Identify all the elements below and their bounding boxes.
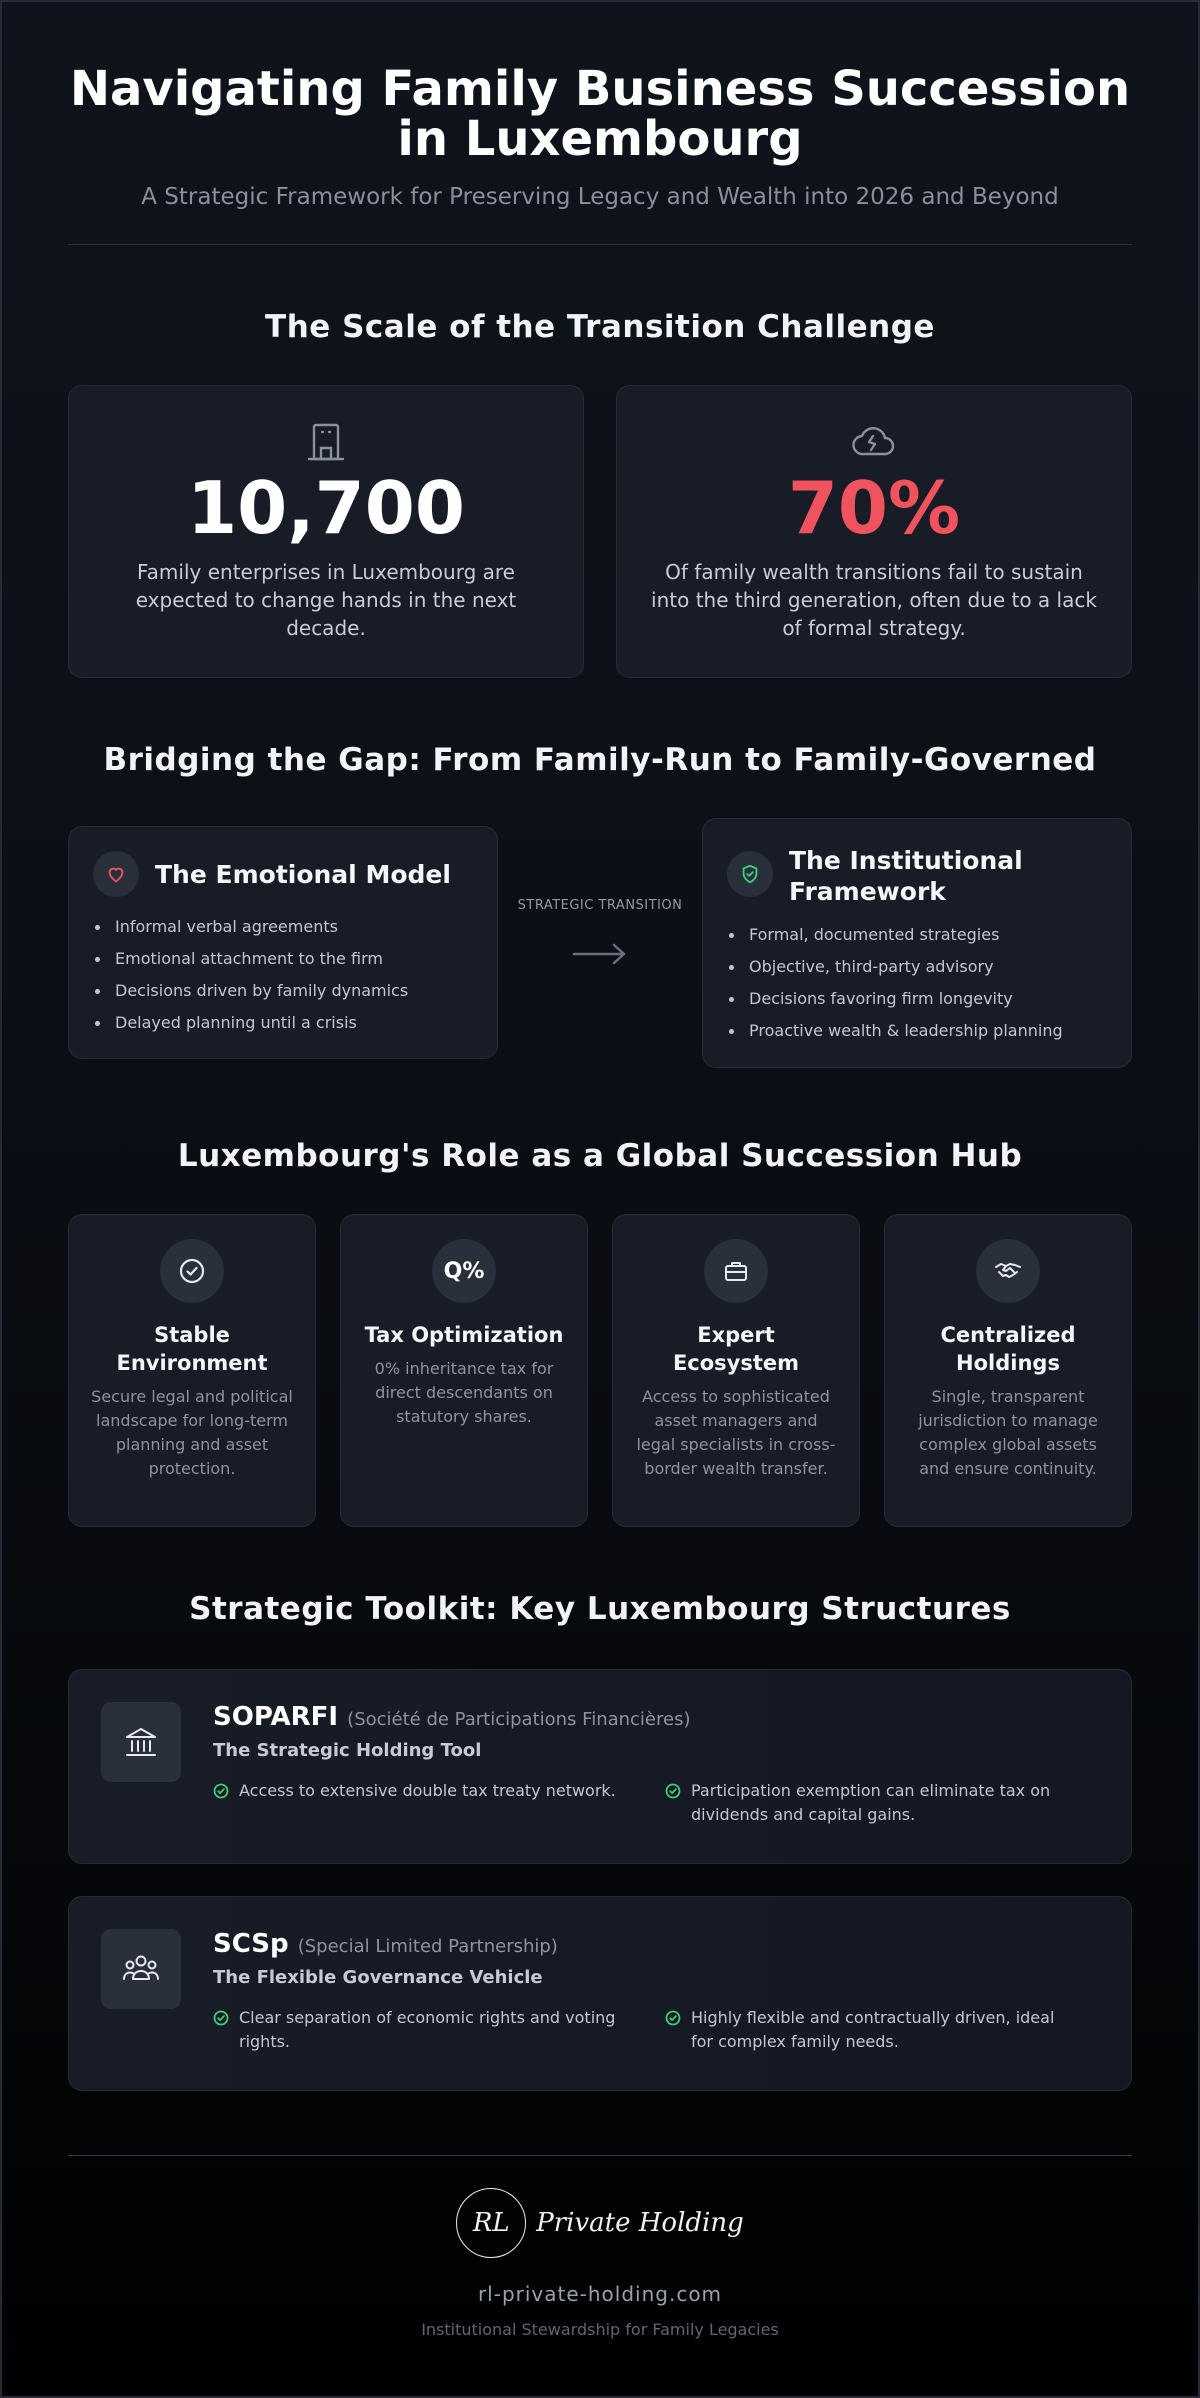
check-circle-icon — [213, 2010, 229, 2026]
hub-card-tax-optimization — [340, 1214, 588, 1527]
hub-card-description: Secure legal and political landscape for long-term planning and asset protection. — [91, 1387, 293, 1478]
building-icon — [304, 420, 348, 464]
stat-card-wealth-transitions — [616, 385, 1132, 678]
institutional-framework-card — [702, 818, 1132, 1068]
hub-card-title: Stable Environment — [116, 1323, 268, 1375]
list-item: Decisions driven by family dynamics — [93, 975, 473, 1007]
list-item: Emotional attachment to the firm — [93, 943, 473, 975]
bridge-section-title: Bridging the Gap: From Family-Run to Family-Governed — [103, 742, 1097, 778]
structure-point — [213, 1779, 619, 1827]
header — [2, 2, 1198, 210]
check-circle-icon — [213, 1783, 229, 1799]
bank-icon — [123, 1724, 159, 1760]
hub-card-centralized-holdings — [884, 1214, 1132, 1527]
check-circle-icon — [665, 2010, 681, 2026]
handshake-icon — [993, 1257, 1023, 1285]
scale-section-title: The Scale of the Transition Challenge — [265, 309, 935, 345]
logo-mark: RL — [472, 2208, 510, 2238]
structure-card-soparfi — [68, 1669, 1132, 1864]
stat-description: Family enterprises in Luxembourg are expected to change hands in the next decade. — [135, 560, 517, 640]
arrow-right-icon — [572, 942, 628, 966]
structure-card-scsp — [68, 1896, 1132, 2091]
scale-stats — [68, 385, 1132, 678]
hub-card-title: Tax Optimization — [364, 1323, 564, 1347]
structure-point-text: Highly flexible and contractually driven, ideal for complex family needs. — [691, 2008, 1055, 2051]
stat-card-enterprises — [68, 385, 584, 678]
structure-point-text: Access to extensive double tax treaty network. — [239, 1781, 616, 1800]
percent-badge-icon: Q% — [443, 1258, 485, 1284]
institutional-framework-list — [727, 919, 1107, 1047]
hub-card-title: Centralized Holdings — [940, 1323, 1076, 1375]
hub-section-title: Luxembourg's Role as a Global Succession Hub — [177, 1138, 1023, 1174]
hub-card-stable-environment — [68, 1214, 316, 1527]
structure-name: SOPARFI — [213, 1702, 339, 1732]
footer-tagline: Institutional Stewardship for Family Legacies — [421, 2320, 779, 2339]
emotional-model-list — [93, 911, 473, 1039]
check-circle-icon — [665, 1783, 681, 1799]
transition-label: STRATEGIC TRANSITION — [517, 898, 683, 913]
hub-cards — [68, 1214, 1132, 1527]
emotional-model-card — [68, 826, 498, 1059]
structure-full-name: (Société de Participations Financières) — [347, 1709, 691, 1730]
structure-point-text: Participation exemption can eliminate tax on dividends and capital gains. — [691, 1781, 1051, 1824]
page-subtitle: A Strategic Framework for Preserving Legacy and Wealth into 2026 and Beyond — [141, 184, 1059, 210]
header-divider — [68, 244, 1132, 245]
list-item: Informal verbal agreements — [93, 911, 473, 943]
toolkit-section-title: Strategic Toolkit: Key Luxembourg Structures — [189, 1591, 1011, 1627]
broken-cloud-icon — [849, 420, 899, 464]
structure-name: SCSp — [213, 1929, 289, 1959]
briefcase-icon — [722, 1257, 750, 1285]
structure-point — [213, 2006, 619, 2054]
bridge-comparison — [68, 818, 1132, 1078]
structure-point-text: Clear separation of economic rights and voting rights. — [239, 2008, 616, 2051]
check-circle-icon — [178, 1257, 206, 1285]
list-item: Decisions favoring firm longevity — [727, 983, 1107, 1015]
footer-divider — [68, 2155, 1132, 2156]
structure-full-name: (Special Limited Partnership) — [297, 1936, 558, 1957]
list-item: Proactive wealth & leadership planning — [727, 1015, 1107, 1047]
people-icon — [122, 1951, 160, 1987]
list-item: Formal, documented strategies — [727, 919, 1107, 951]
hub-card-expert-ecosystem — [612, 1214, 860, 1527]
structure-subtitle: The Strategic Holding Tool — [213, 1740, 482, 1761]
stat-description: Of family wealth transitions fail to sustain into the third generation, often due to a lack of formal strategy. — [651, 560, 1097, 640]
logo-text: Private Holding — [536, 2208, 744, 2238]
hub-card-description: 0% inheritance tax for direct descendants on statutory shares. — [374, 1359, 554, 1426]
structure-point — [665, 1779, 1071, 1827]
stat-value: 70% — [787, 466, 961, 550]
page-title: Navigating Family Business Succession in Luxembourg — [69, 61, 1131, 167]
structure-point — [665, 2006, 1071, 2054]
hub-card-description: Single, transparent jurisdiction to manage complex global assets and ensure continuity. — [918, 1387, 1098, 1478]
institutional-framework-title: The Institutional Framework — [789, 846, 1023, 906]
footer-domain-link[interactable]: rl-private-holding.com — [477, 2282, 723, 2306]
stat-value: 10,700 — [187, 466, 465, 550]
structure-subtitle: The Flexible Governance Vehicle — [213, 1967, 543, 1988]
emotional-model-title: The Emotional Model — [155, 859, 451, 889]
shield-check-icon — [739, 863, 761, 885]
footer — [2, 2188, 1198, 2339]
list-item: Objective, third-party advisory — [727, 951, 1107, 983]
logo — [2, 2188, 1198, 2258]
list-item: Delayed planning until a crisis — [93, 1007, 473, 1039]
heart-icon — [105, 863, 127, 885]
hub-card-title: Expert Ecosystem — [672, 1323, 800, 1375]
hub-card-description: Access to sophisticated asset managers and legal specialists in cross-border wealth transfer. — [636, 1387, 836, 1478]
